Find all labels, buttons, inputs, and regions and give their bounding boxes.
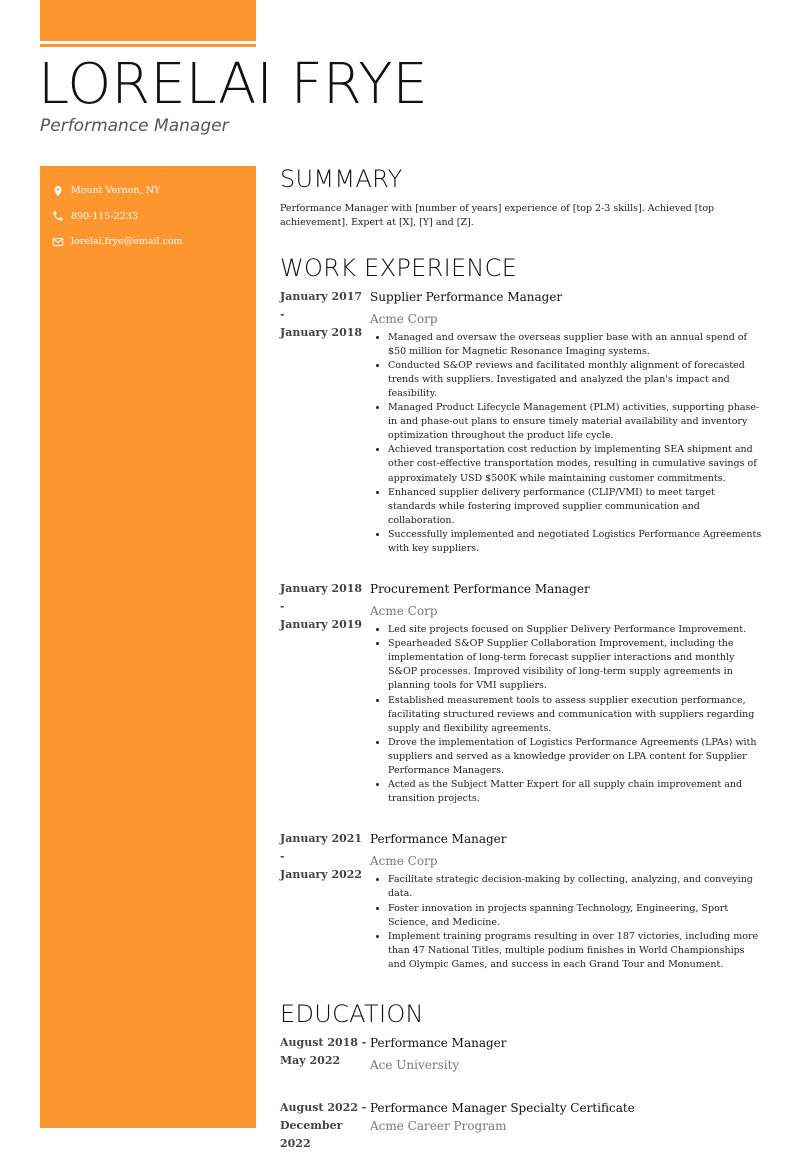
contact-email[interactable] (52, 229, 252, 255)
job-bullet: • Established measurement tools to assess supplier execution performance, facilitating structured reviews and communication with suppliers regarding supply and flexibility agreements. (388, 694, 765, 736)
sidebar (40, 166, 256, 1128)
job-start-date: January 2018 (280, 582, 363, 596)
contact-location (52, 178, 252, 204)
location-text: Mount Vernon, NY (71, 185, 161, 197)
education-details (370, 1099, 765, 1153)
job-bullets (370, 331, 765, 557)
education-date-end: December 2022 (280, 1118, 343, 1150)
job-bullet: • Enhanced supplier delivery performance (CLIP/VMI) to meet target standards while fostering improved supplier communication and collaboration. (388, 486, 765, 528)
phone-text: 890-115-2233 (71, 210, 138, 222)
job-bullets (370, 873, 765, 972)
education-dates (280, 1034, 370, 1074)
job-start-date: January 2017 (280, 289, 363, 303)
summary-text: Performance Manager with [number of years] experience of [top 2-3 skills]. Achieved [top achievement]. Expert at [X], [Y] and [Z]. (280, 202, 715, 228)
job-company: Acme Corp (370, 311, 438, 326)
education-date-start: August 2018 - (280, 1035, 367, 1049)
job-bullet: • Drove the implementation of Logistics Performance Agreements (LPAs) with suppliers and served as a knowledge provider on LPA content for Supplier Performance Managers. (388, 736, 765, 778)
job-bullet: • Conducted S&OP reviews and facilitated monthly alignment of forecasted trends with suppliers. Investigated and analyzed the plan's impact and feasibility. (388, 359, 765, 401)
job-end-date: January 2018 (280, 325, 363, 339)
education-dates (280, 1099, 370, 1153)
main-content (280, 165, 765, 1153)
job-company: Acme Corp (370, 854, 438, 869)
education-school: Acme Career Program (370, 1118, 507, 1133)
job-bullet: • Successfully implemented and negotiated Logistics Performance Agreements with key suppliers. (388, 528, 765, 556)
candidate-name: LORELAI FRYE (38, 52, 428, 117)
envelope-icon (52, 236, 64, 248)
job-bullet: • Managed Product Lifecycle Management (PLM) activities, supporting phase-in and phase-out plans to ensure timely material availability and inventory optimization throughout the product life cycle. (388, 401, 765, 443)
job-title: Supplier Performance Manager (370, 289, 563, 304)
job-company: Acme Corp (370, 604, 438, 619)
job-date-separator: - (280, 307, 285, 321)
job-entry (280, 830, 765, 972)
education-entry (280, 1099, 765, 1153)
education-date-end: May 2022 (280, 1053, 341, 1067)
work-experience-heading: WORK EXPERIENCE (280, 253, 518, 282)
job-dates (280, 580, 370, 806)
email-text[interactable]: lorelai.frye@email.com (71, 236, 183, 248)
education-heading: EDUCATION (280, 999, 424, 1028)
education-details (370, 1034, 765, 1074)
job-bullet: • Led site projects focused on Supplier Delivery Performance Improvement. (388, 623, 765, 637)
education-title: Performance Manager Specialty Certificate (370, 1100, 635, 1115)
job-bullet: • Facilitate strategic decision-making by collecting, analyzing, and conveying data. (388, 873, 765, 901)
education-school: Ace University (370, 1057, 460, 1072)
job-date-separator: - (280, 850, 285, 864)
job-bullet: • Achieved transportation cost reduction by implementing SEA shipment and other cost-effective transportation modes, resulting in cumulative savings of approximately USD $500K while maintaining customer commitments. (388, 443, 765, 485)
job-date-separator: - (280, 600, 285, 614)
summary-heading: SUMMARY (280, 165, 403, 193)
job-details (370, 580, 765, 806)
contact-phone (52, 204, 252, 230)
contact-list (52, 178, 252, 255)
job-end-date: January 2022 (280, 868, 363, 882)
job-start-date: January 2021 (280, 832, 363, 846)
education-entry (280, 1034, 765, 1074)
job-entry (280, 580, 765, 806)
education-title: Performance Manager (370, 1035, 507, 1050)
job-bullet: • Implement training programs resulting in over 187 victories, including more than 47 National Titles, multiple podium finishes in World Championships and Olympic Games, and success in each Grand Tour and Monument. (388, 930, 765, 972)
job-bullet: • Acted as the Subject Matter Expert for all supply chain improvement and transition projects. (388, 778, 765, 806)
job-entry (280, 288, 765, 557)
job-dates (280, 830, 370, 972)
job-title: Procurement Performance Manager (370, 582, 590, 597)
job-dates (280, 288, 370, 557)
job-details (370, 830, 765, 972)
job-bullets (370, 623, 765, 806)
sidebar-top-bar (40, 0, 256, 41)
candidate-role: Performance Manager (40, 116, 229, 136)
job-end-date: January 2019 (280, 618, 363, 632)
education-date-start: August 2022 - (280, 1100, 367, 1114)
sidebar-top-rule (40, 44, 256, 47)
location-pin-icon (52, 185, 64, 197)
phone-icon (52, 210, 64, 222)
job-title: Performance Manager (370, 832, 507, 847)
job-bullet: • Foster innovation in projects spanning Technology, Engineering, Sport Science, and Medicine. (388, 902, 765, 930)
job-bullet: • Spearheaded S&OP Supplier Collaboration Improvement, including the implementation of long-term forecast supplier interactions and monthly S&OP processes. Improved visibility of long-term supply agreements in planning tools for VMI suppliers. (388, 637, 765, 693)
job-bullet: • Managed and oversaw the overseas supplier base with an annual spend of $50 million for Magnetic Resonance Imaging systems. (388, 331, 765, 359)
job-details (370, 288, 765, 557)
